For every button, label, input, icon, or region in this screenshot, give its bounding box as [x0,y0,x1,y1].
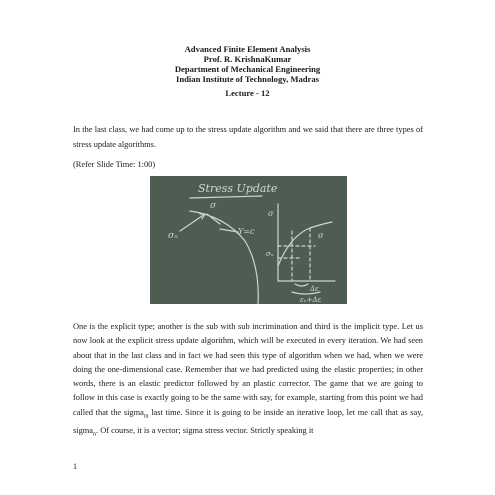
yield-label: Y=c [238,227,255,236]
subscript-n: n [93,431,97,438]
body-paragraph-mid: last time. Since it is going to be inside an iterative loop, let me call that as say, sigma [73,407,424,435]
graph-sigma-n-label: σₙ [266,250,274,258]
body-paragraph [73,320,423,442]
professor-name: Prof. R. KrishnaKumar [203,54,292,64]
lecture-number: Lecture - 12 [225,88,270,98]
course-title: Advanced Finite Element Analysis [184,44,311,54]
title-underline [190,196,262,198]
institute-name: Indian Institute of Technology, Madras [175,74,320,84]
lecture-slide-image [150,176,347,304]
body-paragraph-end: . Of course, it is a vector; sigma stress vector. Strictly speaking it [96,425,314,435]
graph-axes [278,204,335,281]
subscript-m: m [143,413,149,420]
slide-time-reference: (Refer Slide Time: 1:00) [73,160,156,169]
chalkboard-drawing [150,176,347,304]
page-number: 1 [73,462,77,471]
document-header [0,44,495,84]
intro-paragraph: In the last class, we had come up to the stress update algorithm and we said that there are three types of stress update algorithms. [73,125,423,149]
slide-title: Stress Update [198,182,278,195]
sigma-n-label: σₙ [168,231,178,241]
hardening-curve [278,222,332,266]
body-paragraph-text: One is the explicit type; another is the sub with sub incrimination and third is the implicit type. Let us now look at the explicit stress update algorithm, which will be executed in every iteration. We had seen about that in the last class and in fact we had seen this type of algorithm when we had, when we were doing the one-dimensional case. Remember that we had predicted using the elastic properties; in other words, there is an elastic predictor followed by an plastic corrector. The game that we are going to follow in this case is exactly going to be the same with say, for example, starting from this point we had called that the sigma [73,322,423,417]
department-name: Department of Mechanical Engineering [174,64,321,74]
stress-arrow-1 [180,214,205,231]
sigma-top-label: σ [210,201,217,211]
yield-surface-curve [190,211,258,304]
delta-eps-label: Δε [310,285,319,293]
graph-sigma-label: σ [268,209,274,218]
eps-label: εₙ+Δε [300,296,322,304]
graph-sigma-e-label: σ [318,231,324,240]
